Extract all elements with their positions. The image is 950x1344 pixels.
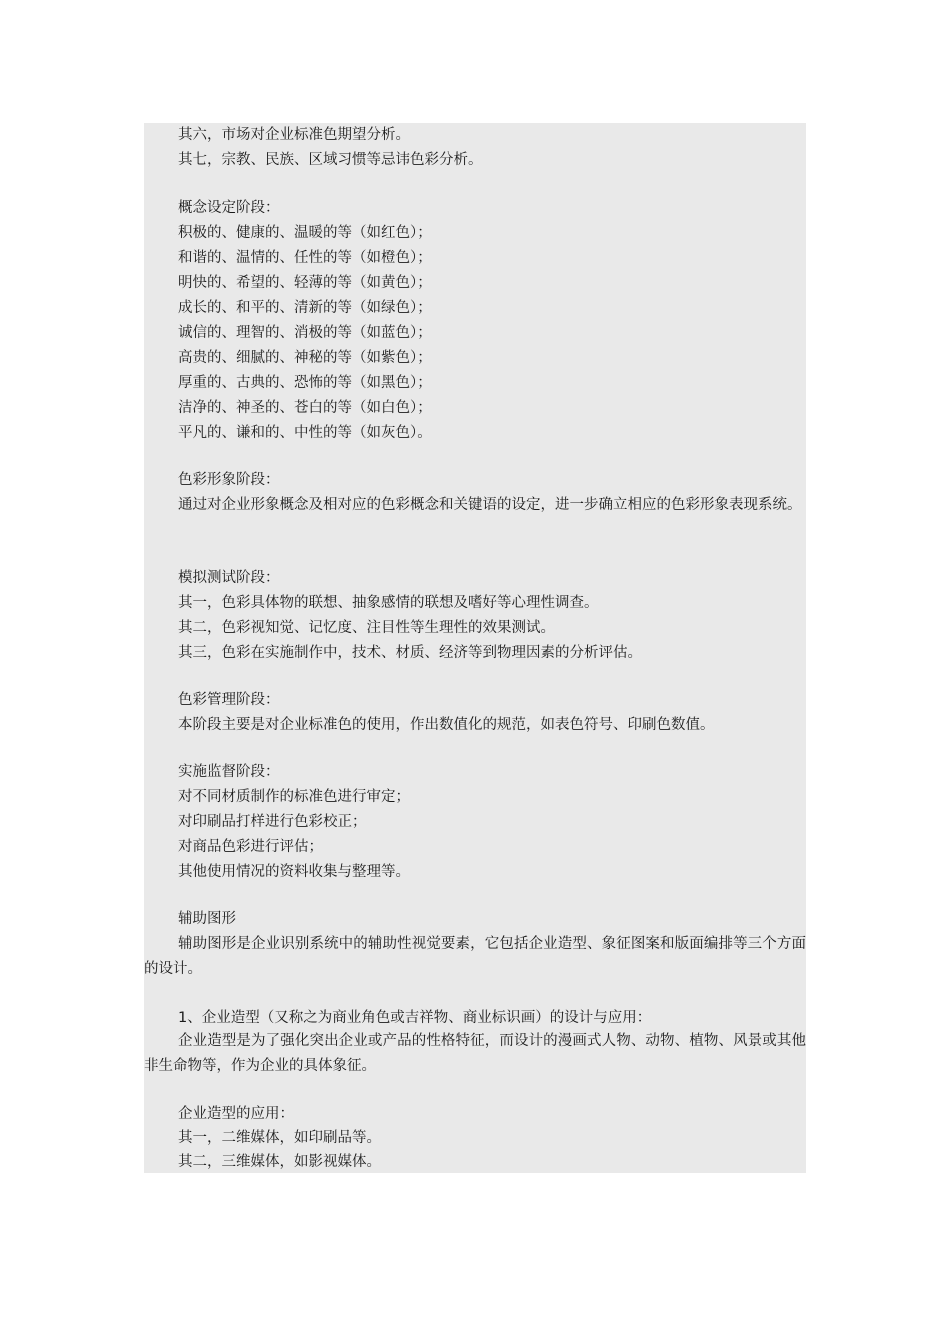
list-item: 其二，色彩视知觉、记忆度、注目性等生理性的效果测试。 — [178, 620, 555, 636]
section-heading-management: 色彩管理阶段： — [178, 692, 280, 708]
document-page — [144, 123, 806, 1173]
paragraph: 通过对企业形象概念及相对应的色彩概念和关键语的设定，进一步确立相应的色彩形象表现系统。 — [178, 497, 802, 513]
section-heading-concept: 概念设定阶段： — [178, 200, 280, 216]
list-item: 其二，三维媒体，如影视媒体。 — [178, 1154, 381, 1170]
list-item: 对商品色彩进行评估； — [178, 839, 323, 855]
list-item: 诚信的、理智的、消极的等（如蓝色）； — [178, 325, 432, 341]
section-heading-test: 模拟测试阶段： — [178, 570, 280, 586]
list-item: 其一，二维媒体，如印刷品等。 — [178, 1130, 381, 1146]
section-heading-mascot: 1、企业造型（又称之为商业角色或吉祥物、商业标识画）的设计与应用： — [178, 1010, 652, 1026]
list-item: 和谐的、温情的、任性的等（如橙色）； — [178, 250, 432, 266]
list-item: 厚重的、古典的、恐怖的等（如黑色）； — [178, 375, 432, 391]
section-heading-aux: 辅助图形 — [178, 911, 236, 927]
list-item: 其他使用情况的资料收集与整理等。 — [178, 864, 410, 880]
list-item: 对不同材质制作的标准色进行审定； — [178, 789, 410, 805]
section-heading-mascot-app: 企业造型的应用： — [178, 1106, 294, 1122]
paragraph: 辅助图形是企业识别系统中的辅助性视觉要素，它包括企业造型、象征图案和版面编排等三个方面的设计。 — [144, 936, 806, 977]
text-line: 其六，市场对企业标准色期望分析。 — [178, 127, 410, 143]
list-item: 平凡的、谦和的、中性的等（如灰色）。 — [178, 425, 432, 441]
list-item: 本阶段主要是对企业标准色的使用，作出数值化的规范，如表色符号、印刷色数值。 — [178, 717, 715, 733]
list-item: 洁净的、神圣的、苍白的等（如白色）； — [178, 400, 432, 416]
text-line: 其七，宗教、民族、区域习惯等忌讳色彩分析。 — [178, 152, 483, 168]
section-heading-image: 色彩形象阶段： — [178, 472, 280, 488]
section-heading-supervise: 实施监督阶段： — [178, 764, 280, 780]
list-item: 其三，色彩在实施制作中，技术、材质、经济等到物理因素的分析评估。 — [178, 645, 642, 661]
list-item: 高贵的、细腻的、神秘的等（如紫色）； — [178, 350, 432, 366]
list-item: 明快的、希望的、轻薄的等（如黄色）； — [178, 275, 432, 291]
list-item: 积极的、健康的、温暖的等（如红色）； — [178, 225, 432, 241]
paragraph: 企业造型是为了强化突出企业或产品的性格特征，而设计的漫画式人物、动物、植物、风景或其他非生命物等，作为企业的具体象征。 — [144, 1033, 806, 1074]
list-item: 其一，色彩具体物的联想、抽象感情的联想及嗜好等心理性调查。 — [178, 595, 599, 611]
list-item: 成长的、和平的、清新的等（如绿色）； — [178, 300, 432, 316]
list-item: 对印刷品打样进行色彩校正； — [178, 814, 367, 830]
